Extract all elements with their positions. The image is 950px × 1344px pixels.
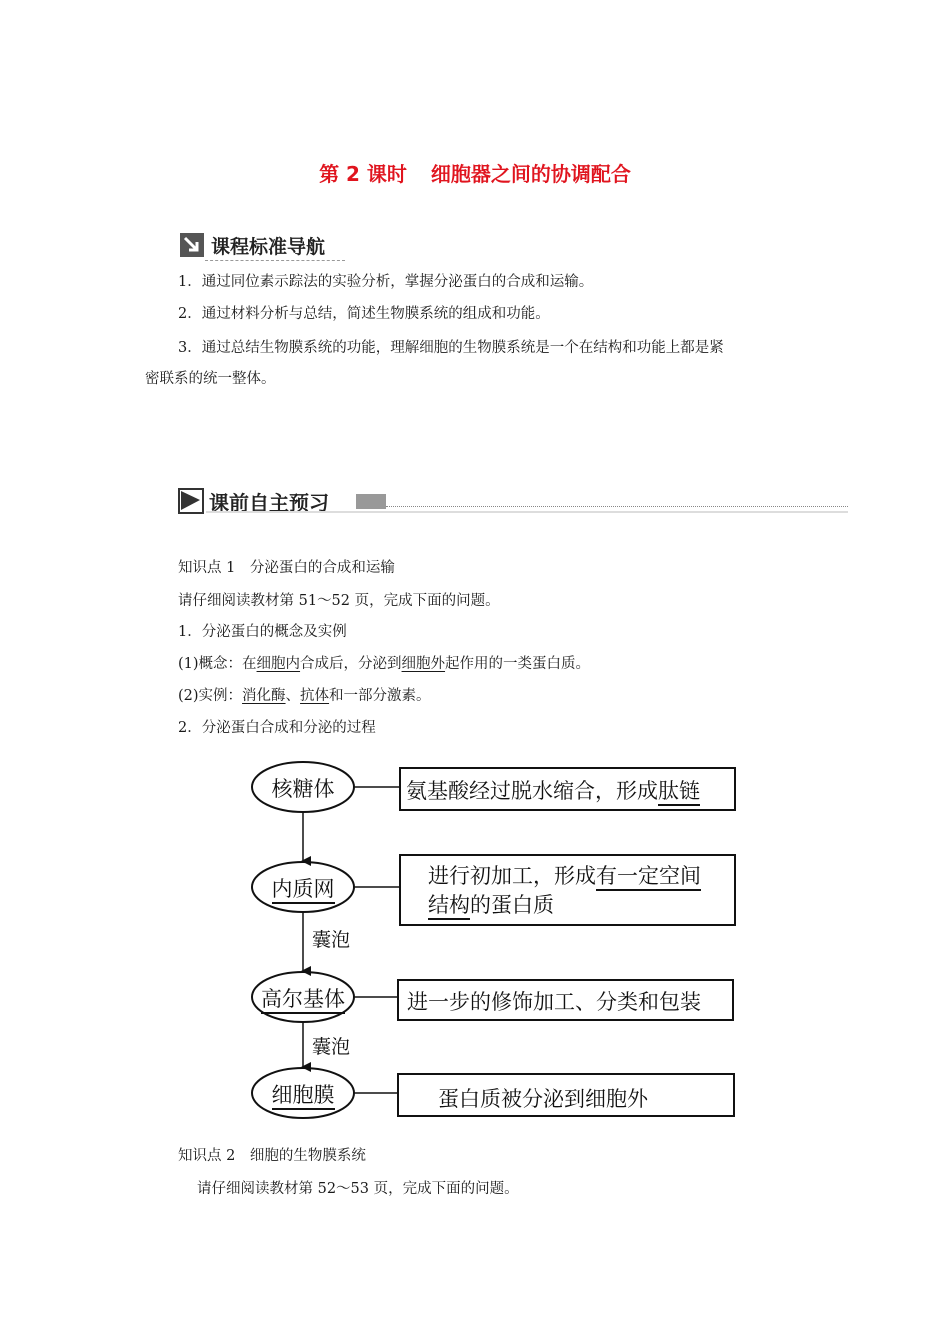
box2-line2 <box>428 889 554 919</box>
arrow-icon <box>180 233 204 257</box>
step-box <box>400 768 735 810</box>
node-ellipse <box>252 862 354 912</box>
answer-blank: 结构 <box>428 893 470 920</box>
node-label: 高尔基体 <box>261 987 345 1014</box>
step-box <box>400 855 735 925</box>
answer-blank: 抗体 <box>300 688 330 704</box>
answer-blank: 细胞外 <box>401 656 446 672</box>
node-er <box>252 873 354 903</box>
vesicle-label: 囊泡 <box>312 929 351 951</box>
text: 、 <box>285 688 301 704</box>
answer-blank: 肽链 <box>658 779 700 806</box>
section-divider <box>205 260 345 261</box>
text: 合成后，分泌到 <box>300 656 402 672</box>
reading-instruction: 请仔细阅读教材第 51～52 页，完成下面的问题。 <box>178 593 500 609</box>
section-header-standards <box>180 232 350 258</box>
node-label: 细胞膜 <box>272 1083 335 1110</box>
page-title <box>0 158 950 187</box>
header-bar <box>356 494 386 509</box>
reading-instruction: 请仔细阅读教材第 52～53 页，完成下面的问题。 <box>197 1181 519 1197</box>
question-heading: 1．分泌蛋白的概念及实例 <box>178 624 347 640</box>
section-title: 课程标准导航 <box>211 236 326 258</box>
answer-blank: 有一定空间 <box>596 864 701 891</box>
concept-line <box>178 654 590 674</box>
node-ellipse <box>252 972 354 1022</box>
header-line <box>386 506 848 507</box>
standard-item-continued: 密联系的统一整体。 <box>145 371 276 387</box>
node-ellipse <box>252 762 354 812</box>
knowledge-point-title: 知识点 1 分泌蛋白的合成和运输 <box>178 560 395 576</box>
node-label: 内质网 <box>272 877 335 904</box>
answer-blank: 消化酶 <box>242 688 286 704</box>
text: (2)实例： <box>178 688 243 704</box>
box3-text: 进一步的修饰加工、分类和包装 <box>407 990 701 1014</box>
knowledge-point-title: 知识点 2 细胞的生物膜系统 <box>178 1148 366 1164</box>
box4-text: 蛋白质被分泌到细胞外 <box>438 1087 648 1111</box>
standard-item: 2．通过材料分析与总结，简述生物膜系统的组成和功能。 <box>178 306 550 322</box>
header-shadow <box>206 511 848 513</box>
example-line <box>178 686 431 706</box>
step-box <box>398 1074 734 1116</box>
box1-text <box>406 775 700 805</box>
text: 起作用的一类蛋白质。 <box>445 656 591 672</box>
text: 氨基酸经过脱水缩合，形成 <box>406 779 658 803</box>
box2-line1 <box>428 860 701 890</box>
lesson-number: 第 2 课时 <box>319 162 407 186</box>
text: (1)概念：在 <box>178 656 257 672</box>
node-ellipse <box>252 1068 354 1118</box>
node-golgi <box>252 983 354 1013</box>
standard-item: 3．通过总结生物膜系统的功能，理解细胞的生物膜系统是一个在结构和功能上都是紧 <box>178 340 724 356</box>
text: 的蛋白质 <box>470 893 554 917</box>
section-header-preview <box>178 487 848 515</box>
node-ribosome: 核糖体 <box>271 777 335 801</box>
node-membrane <box>252 1079 354 1109</box>
answer-blank: 细胞内 <box>256 656 301 672</box>
text: 进行初加工，形成 <box>428 864 596 888</box>
arrow-icon <box>178 488 204 514</box>
question-heading: 2．分泌蛋白合成和分泌的过程 <box>178 720 376 736</box>
step-box <box>398 980 733 1020</box>
text: 和一部分激素。 <box>329 688 431 704</box>
vesicle-label: 囊泡 <box>312 1036 351 1058</box>
standard-item: 1．通过同位素示踪法的实验分析，掌握分泌蛋白的合成和运输。 <box>178 274 594 290</box>
section-title: 课前自主预习 <box>209 491 329 515</box>
lesson-title: 细胞器之间的协调配合 <box>430 162 631 186</box>
